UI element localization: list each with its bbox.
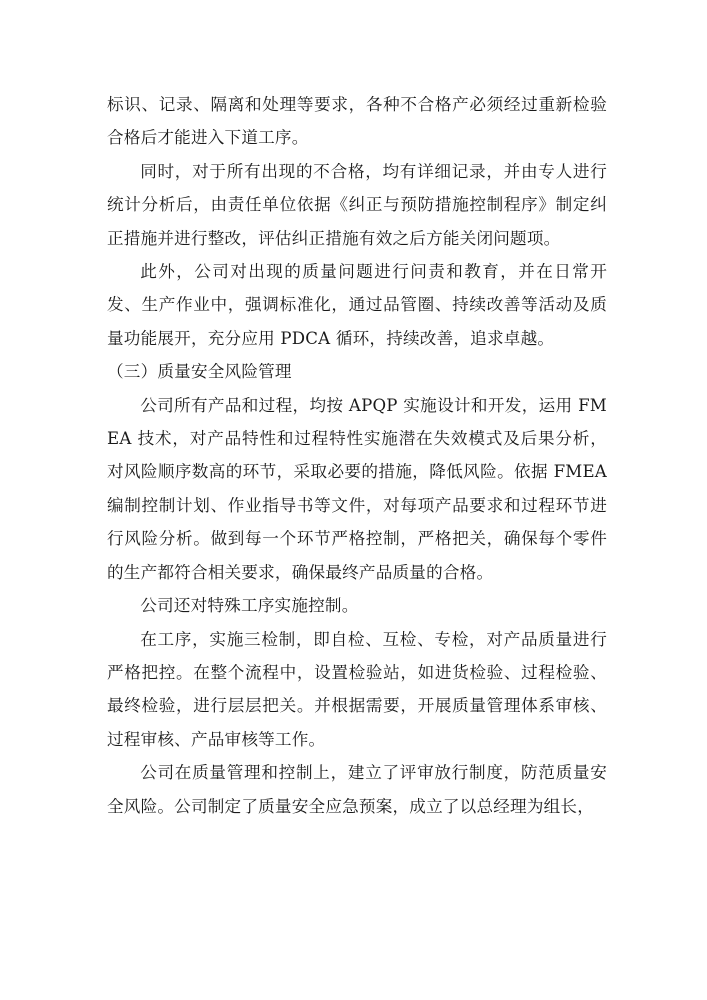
paragraph-three-inspection: 在工序，实施三检制，即自检、互检、专检，对产品质量进行严格把控。在整个流程中，设置检验站，如进货检验、过程检验、最终检验，进行层层把关。并根据需要，开展质量管理体系审核、过程审核、产品审核等工作。 [107, 629, 607, 749]
paragraph-nonconformity-records: 同时，对于所有出现的不合格，均有详细记录，并由专人进行统计分析后，由责任单位依据《纠正与预防措施控制程序》制定纠正措施并进行整改，评估纠正措施有效之后方能关闭问题项。 [107, 161, 607, 248]
paragraph-accountability: 此外，公司对出现的质量问题进行问责和教育，并在日常开发、生产作业中，强调标准化，通过品管圈、持续改善等活动及质量功能展开，充分应用 PDCA 循环，持续改善，追求卓越。 [107, 262, 607, 348]
paragraph-review-release: 公司在质量管理和控制上，建立了评审放行制度，防范质量安全风险。公司制定了质量安全应急预案，成立了以总经理为组长， [107, 763, 607, 816]
paragraph-apqp-fmea: 公司所有产品和过程，均按 APQP 实施设计和开发，运用 FMEA 技术，对产品特性和过程特性实施潜在失效模式及后果分析，对风险顺序数高的环节，采取必要的措施，降低风险。依据 FMEA 编制控制计划、作业指导书等文件，对每项产品要求和过程环节进行风险分析。做到每一个环节严格控制，严格把关，确保每个零件的生产都符合相关要求，确保最终产品质量的合格。 [107, 395, 607, 582]
paragraph-special-process: 公司还对特殊工序实施控制。 [140, 596, 359, 616]
document-body [107, 88, 607, 823]
paragraph-continuation: 标识、记录、隔离和处理等要求，各种不合格产必须经过重新检验合格后才能进入下道工序。 [107, 95, 607, 148]
section-heading: （三）质量安全风险管理 [107, 362, 292, 382]
